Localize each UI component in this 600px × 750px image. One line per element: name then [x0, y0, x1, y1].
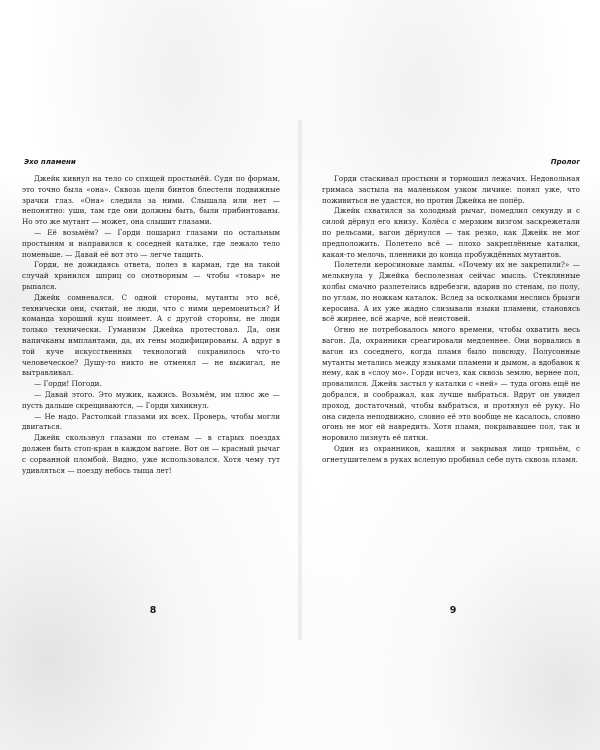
paragraph: — Её возьмём? — Горди пошарил глазами по остальным простыням и направился к соседней каталке, где лежало тело поменьше. — Давай её вот это — легче тащить.	[22, 227, 280, 259]
paragraph: Полетели керосиновые лампы. «Почему их не закрепили?» — мелькнула у Джейка бесполезная сейчас мысль. Стеклянные колбы смачно разлетелись вдребезги, вдарив по стенам, по полу, по углам, по ножкам каталок. Вслед за осколками неслись брызги керосина. А их уже жадно слизывали языки пламени, становясь всё жирнее, всё жарче, всё неистовей.	[322, 260, 580, 324]
paragraph: Горди стаскивал простыни и тормошил лежачих. Недовольная гримаса застыла на маленьком узком личике: понял уже, что поживиться не удастся, но против Джейка не попёр.	[322, 174, 580, 205]
left-page-body	[22, 174, 280, 476]
paragraph: Джейк сомневался. С одной стороны, мутанты это всё, технически они, считай, не люди, что с ними церемониться? И команда хороший куш поимеет. А с другой стороны, не люди только технически. Гуманизм Джейка протестовал. Да, они напичканы имплантами, да, их гены модифицированы. А вдруг в той куче искусственных технологий сохранилось что-то человеческое? Душу-то никто не отменял — не выжигал, не вытравливал.	[22, 292, 280, 378]
right-page-number: 9	[449, 605, 457, 616]
paragraph: Джейк скользнул глазами по стенам — в старых поездах должен быть стоп-кран в каждом вагоне. Вот он — красный рычаг с сорванной пломбой. Видно, уже использовался. Хотя чему тут удивляться — поезду небось тыща лет!	[22, 433, 280, 475]
book-gutter	[297, 120, 303, 640]
paragraph: Джейк схватился за холодный рычаг, помедлил секунду и с силой дёрнул его книзу. Колёса с мерзким визгом заскрежетали по рельсами, вагон дёрнулся — так резко, как Джейк не мог предположить. Полетело всё — плохо закреплённые каталки, какая-то мелочь, пленники до конца пробуждённых мутантов.	[322, 206, 580, 259]
paragraph: Один из охранников, кашляя и закрывая лицо тряпьём, с огнетушителем в руках вслепую пробивал себе путь сквозь пламя.	[322, 443, 580, 464]
left-running-head: Эхо пламени	[24, 158, 76, 166]
paragraph: — Давай этого. Это мужик, кажись. Возьмём, им плюс же — пусть дальше скрещиваются, — Горди хихикнул.	[22, 389, 280, 410]
paragraph: — Горди! Погоди.	[34, 379, 102, 389]
left-page-number: 8	[149, 605, 157, 616]
paragraph: Огню не потребовалось много времени, чтобы охватить весь вагон. Да, охранники среагировали медленнее. Они ворвались в вагон из соседнего, когда пламя было повсюду. Полусонные мутанты метались между языками пламени и дымом, а вдобавок к нему, как в «слоу мо». Горди исчез, как сквозь землю, вернее пол, провалился. Джейк застыл у каталки с «ней» — туда огонь ещё не добрался, и соображал, как лучше выбраться. Вдруг он увидел проход, достаточный, чтобы выбраться, и протянул её руку. Но она сидела неподвижно, словно её это вообще не касалось, словно огонь не мог ей навредить. Хотя пламя, покрывавшее пол, так и норовило лизнуть её пятки.	[322, 325, 580, 443]
right-page-body	[322, 174, 580, 466]
paragraph: — Не надо. Растолкай глазами их всех. Проверь, чтобы могли двигаться.	[22, 411, 280, 432]
right-running-head: Пролог	[550, 158, 580, 166]
paragraph: Джейк кивнул на тело со спящей простынёй. Судя по формам, это точно была «она». Сквозь щели бинтов блестели подвижные зрачки глаз. «Она» следила за ними. Слышала или нет — непонятно: уши, там где они должны быть, были прибинтованы. Но это же мутант — может, она слышит глазами.	[22, 174, 280, 227]
paragraph: Горди, не дожидаясь ответа, полез в карман, где на такой случай хранился шприц со снотворным — чтобы «товар» не рыпался.	[22, 260, 280, 291]
